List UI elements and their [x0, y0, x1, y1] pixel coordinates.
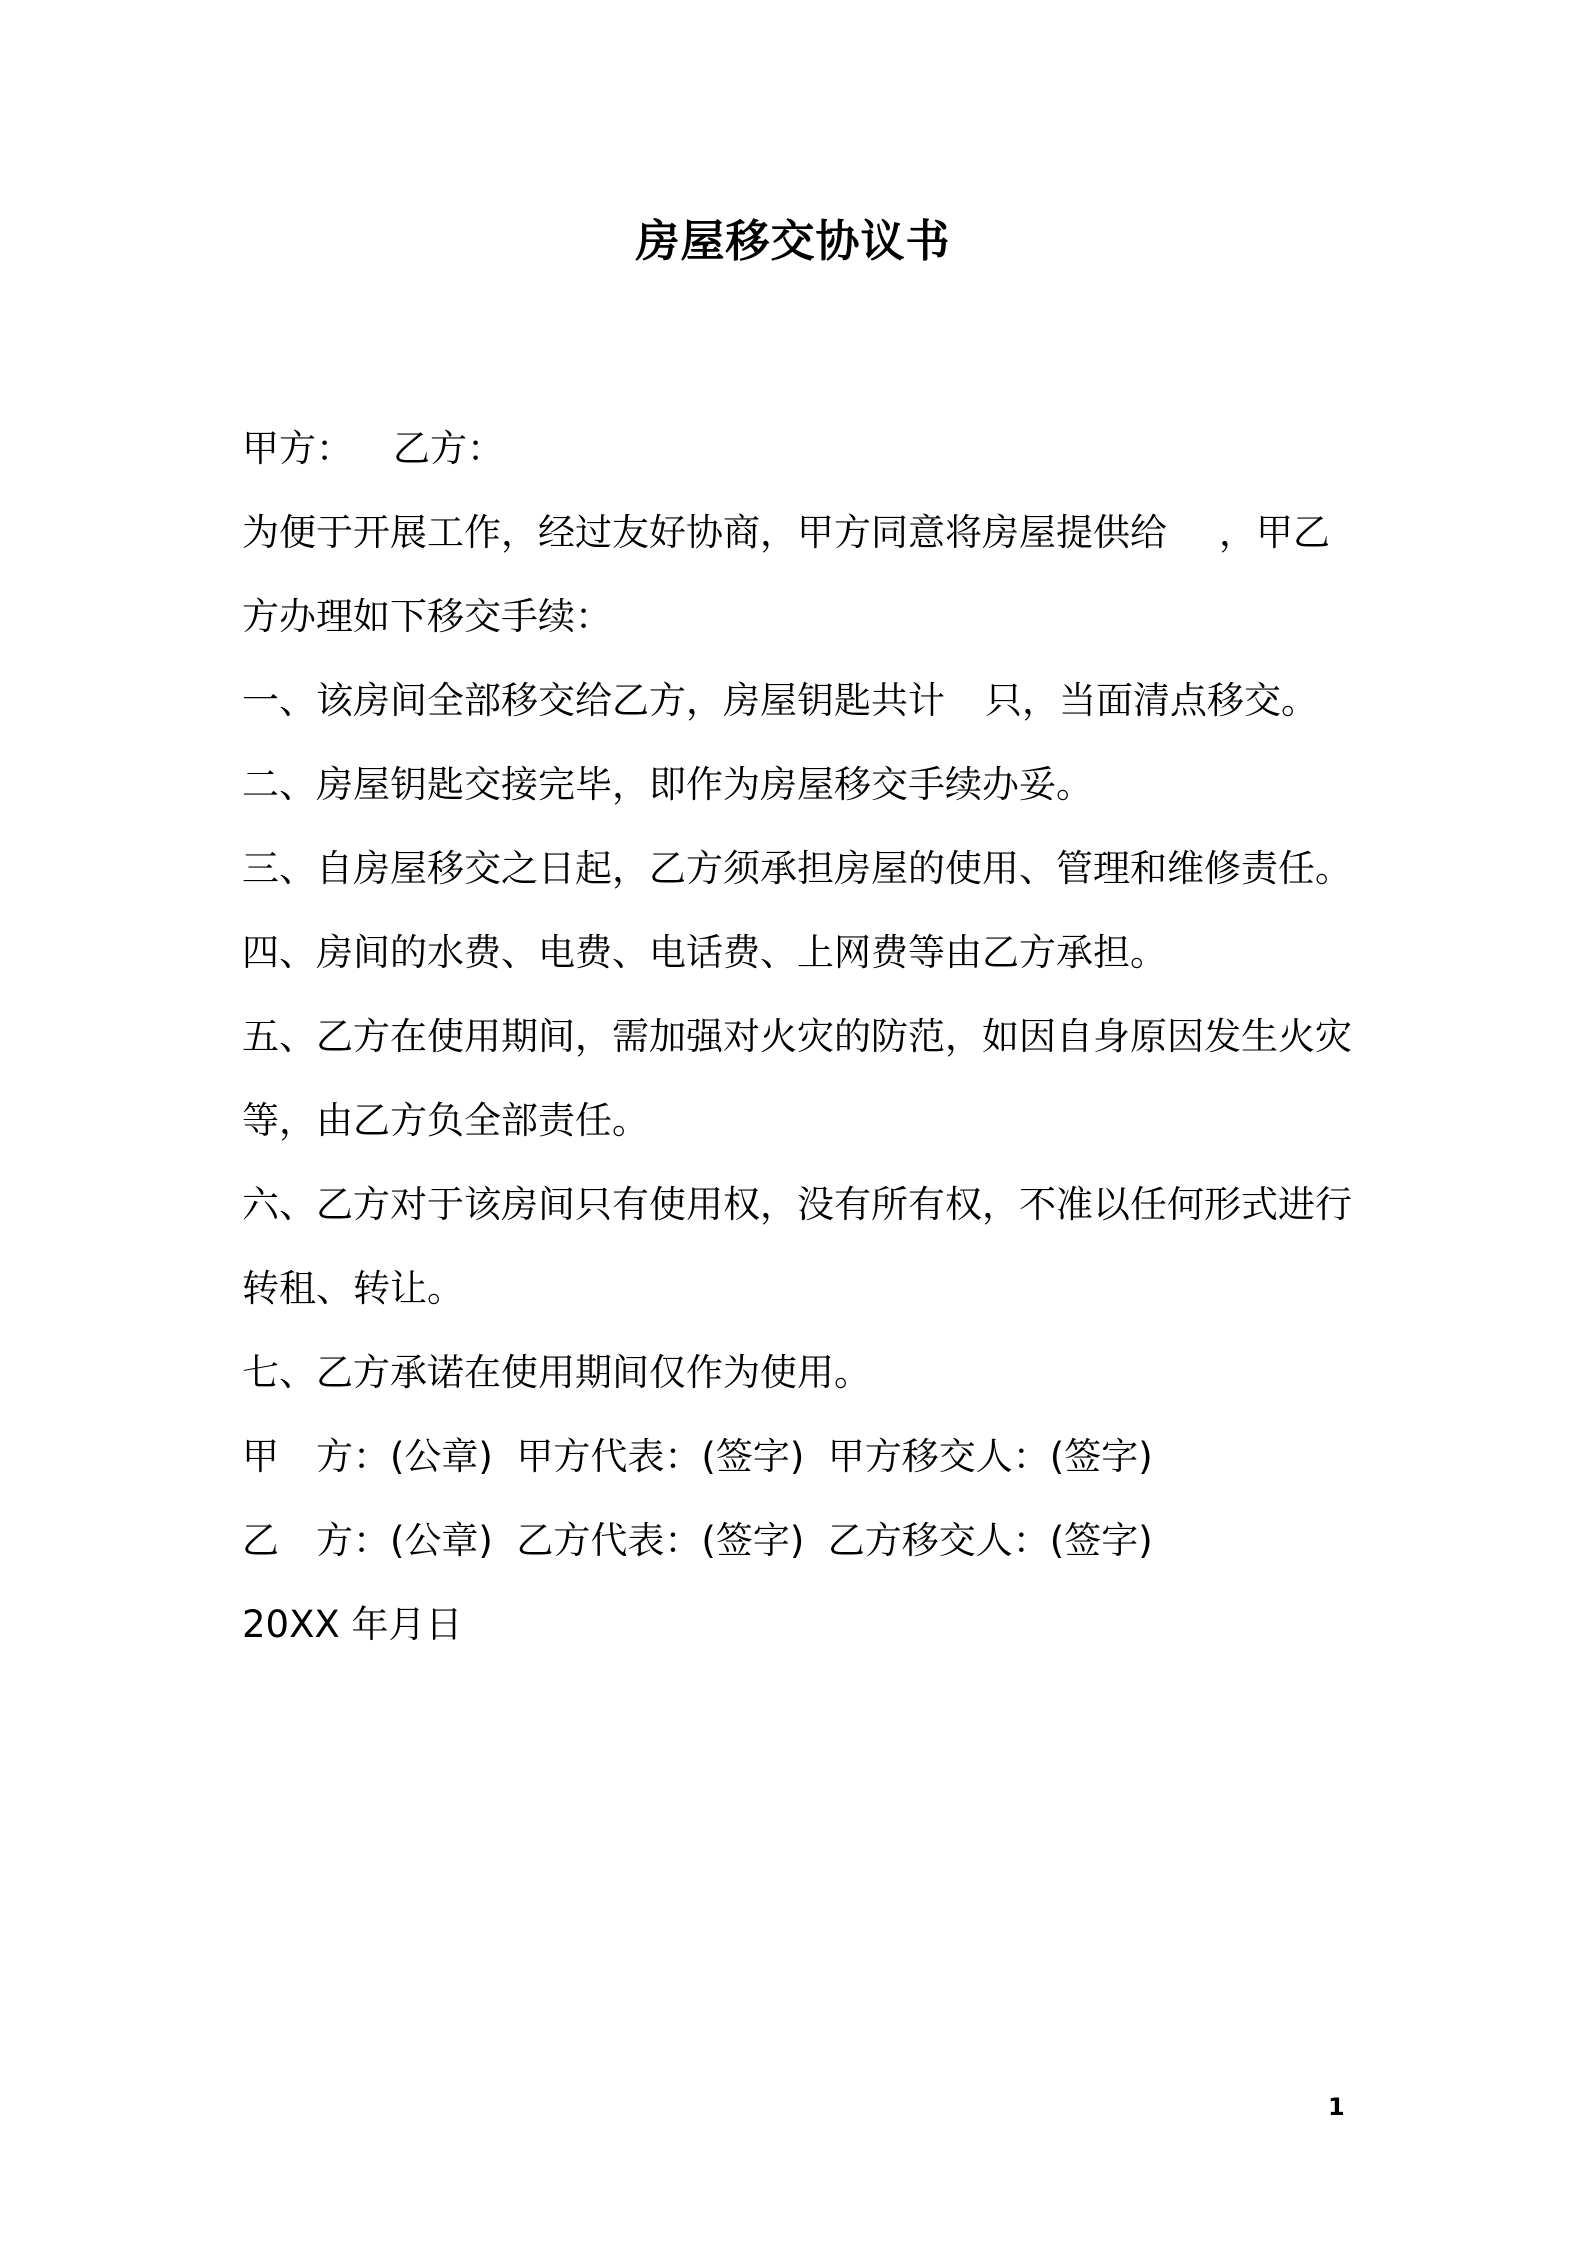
- clause-1-text-2: 只，当面清点移交。: [985, 679, 1318, 722]
- clause-1-text-1: 一、该房间全部移交给乙方，房屋钥匙共计: [242, 679, 945, 722]
- intro-line-1: [242, 491, 1362, 575]
- clause-6-line-1: 六、乙方对于该房间只有使用权，没有所有权，不准以任何形式进行: [242, 1183, 1352, 1226]
- clause-4: 四、房间的水费、电费、电话费、上网费等由乙方承担。: [242, 931, 1167, 974]
- intro-text-2: ，甲乙: [1219, 511, 1330, 554]
- document-body: [242, 407, 1362, 1667]
- clause-1: [242, 659, 1362, 743]
- clause-5-line-1: 五、乙方在使用期间，需加强对火灾的防范，如因自身原因发生火灾: [242, 1015, 1352, 1058]
- document-title: 房屋移交协议书: [635, 216, 951, 267]
- clause-3: 三、自房屋移交之日起，乙方须承担房屋的使用、管理和维修责任。: [242, 847, 1352, 890]
- document-date: 20XX 年月日: [242, 1603, 463, 1646]
- clause-2: 二、房屋钥匙交接完毕，即作为房屋移交手续办妥。: [242, 763, 1093, 806]
- party-a-label: 甲方：: [242, 427, 353, 470]
- page-number: 1: [1328, 2093, 1345, 2121]
- intro-line-2: 方办理如下移交手续：: [242, 595, 612, 638]
- clause-7: 七、乙方承诺在使用期间仅作为使用。: [242, 1351, 871, 1394]
- party-line: [242, 407, 1362, 491]
- clause-6-line-2: 转租、转让。: [242, 1267, 464, 1310]
- party-b-label: 乙方：: [393, 427, 504, 470]
- intro-text-1: 为便于开展工作，经过友好协商，甲方同意将房屋提供给: [242, 511, 1167, 554]
- signature-party-b: 乙 方：(公章) 乙方代表：(签字) 乙方移交人：(签字): [242, 1519, 1153, 1562]
- clause-5-line-2: 等，由乙方负全部责任。: [242, 1099, 649, 1142]
- signature-party-a: 甲 方：(公章) 甲方代表：(签字) 甲方移交人：(签字): [242, 1435, 1153, 1478]
